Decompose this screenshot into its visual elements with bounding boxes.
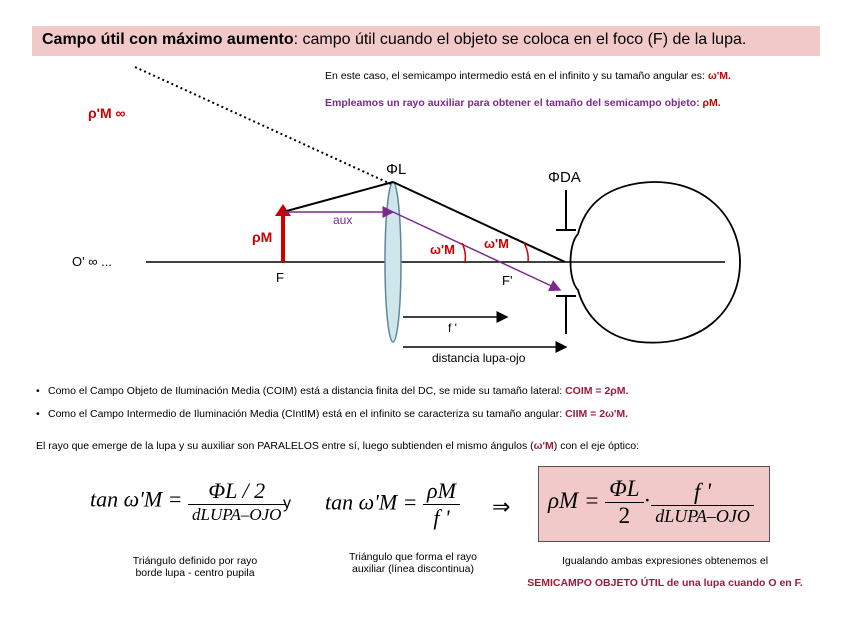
note-line-2: Empleamos un rayo auxiliar para obtener el tamaño del semicampo objeto: ρM. <box>325 97 721 109</box>
f-prime-label: F' <box>502 273 513 288</box>
omega-label-1: ω'M <box>430 242 455 257</box>
formula-3 <box>548 476 754 529</box>
rho-symbol: ρM. <box>702 97 721 109</box>
f-label: F <box>276 270 284 285</box>
o-inf-label: O' ∞ ... <box>72 254 112 269</box>
formula-2 <box>325 478 460 531</box>
ciim-highlight: CIIM = 2ω'M. <box>565 408 629 420</box>
formula-3-denominator-1: 2 <box>618 503 631 528</box>
marginal-ray-in <box>283 182 393 212</box>
omega-symbol: ω'M. <box>707 70 731 82</box>
implies-arrow: ⇒ <box>492 494 511 519</box>
formula-2-lhs: tan ω'M = <box>325 489 418 515</box>
formula-3-numerator-2: f ' <box>651 479 754 506</box>
parallel-note: El rayo que emerge de la lupa y su auxiliar son PARALELOS entre sí, luego subtienden el mismo ángulos (ω'M) con el eje óptico: <box>36 440 640 452</box>
formula-3-dot: · <box>643 487 652 513</box>
caption-1: Triángulo definido por rayo borde lupa - centro pupila <box>132 555 258 579</box>
f-prime-distance-label: f ' <box>448 321 457 335</box>
formula-1-denominator: dLUPA–OJO <box>192 505 282 524</box>
formula-3-fraction-1 <box>605 476 643 529</box>
caption-2: Triángulo que forma el rayo auxiliar (línea discontinua) <box>348 551 477 575</box>
formula-1-lhs: tan ω'M = <box>90 486 183 512</box>
title-rest: : campo útil cuando el objeto se coloca en el foco (F) de la lupa. <box>293 31 747 48</box>
formula-1 <box>90 478 285 525</box>
coim-highlight: COIM = 2ρM. <box>565 385 629 397</box>
note-line-1: En este caso, el semicampo intermedio está en el infinito y su tamaño angular es: ω'M. <box>325 70 731 82</box>
distance-label: distancia lupa-ojo <box>432 351 526 365</box>
dotted-extension-line <box>135 67 393 185</box>
formula-3-lhs: ρM = <box>548 487 600 513</box>
lens-shape <box>385 182 401 342</box>
formula-1-fraction <box>188 478 285 525</box>
title-bold: Campo útil con máximo aumento <box>42 31 294 48</box>
rho-m-label: ρM <box>252 229 273 245</box>
aux-ray-refracted <box>393 212 560 290</box>
marginal-ray-out <box>393 182 565 262</box>
bullet-ciim: • Como el Campo Intermedio de Iluminación Media (CIntIM) está en el infinito se caracteriza su tamaño angular: CIIM = 2ω'M. <box>48 408 628 420</box>
phi-l-label: ΦL <box>386 161 407 178</box>
formula-3-denominator-2: dLUPA–OJO <box>655 505 750 526</box>
rho-inf-label: ρ'M ∞ <box>88 105 126 121</box>
formula-1-numerator: ΦL / 2 <box>188 478 285 505</box>
formula-2-denominator: f ' <box>433 505 450 530</box>
phi-da-label: ΦDA <box>548 169 581 186</box>
omega-label-2: ω'M <box>484 236 509 251</box>
aux-label: aux <box>333 213 353 227</box>
formula-3-fraction-2 <box>651 479 754 527</box>
caption-3: Igualando ambas expresiones obtenemos el SEMICAMPO OBJETO ÚTIL de una lupa cuando O en F. <box>527 555 803 589</box>
connector-y: y <box>283 495 291 512</box>
formula-3-numerator-1: ΦL <box>605 476 643 503</box>
bullet-coim: • Como el Campo Objeto de Iluminación Media (COIM) está a distancia finita del DC, se mide su tamaño lateral: COIM = 2ρM. <box>48 385 628 397</box>
angle-arc-2 <box>524 243 528 262</box>
formula-2-numerator: ρM <box>423 478 460 505</box>
formula-2-fraction <box>423 478 460 531</box>
